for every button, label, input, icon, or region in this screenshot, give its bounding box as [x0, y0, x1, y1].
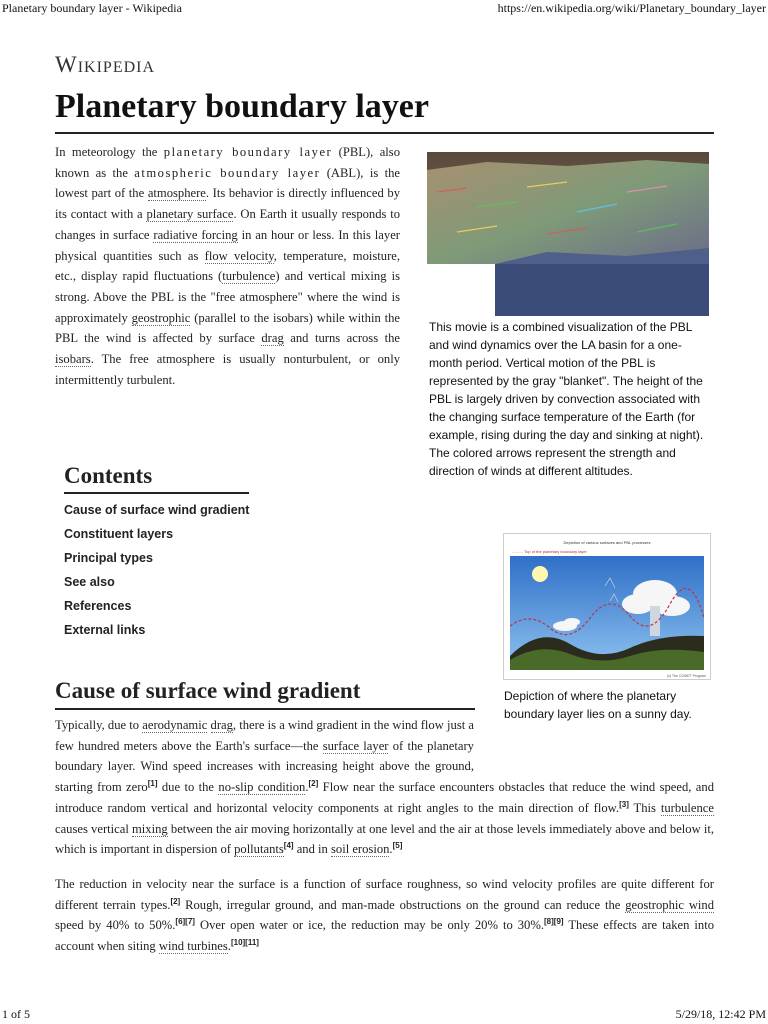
- section-heading-cause-of-surface-wind-gradient: Cause of surface wind gradient: [55, 678, 361, 703]
- link-flow-velocity[interactable]: flow velocity: [204, 248, 274, 263]
- table-of-contents: [64, 502, 249, 646]
- link-turbulence[interactable]: turbulence: [222, 269, 276, 284]
- link-surface-layer[interactable]: surface layer: [322, 738, 389, 753]
- print-timestamp: 5/29/18, 12:42 PM: [675, 1007, 766, 1021]
- pbl-diagram-legend: - - - - - Top of the planetary boundary layer: [512, 549, 587, 554]
- link-no-slip-condition[interactable]: no-slip condition: [218, 780, 306, 795]
- section1-paragraph1: Typically, due to aerodynamic drag, there is a wind gradient in the wind flow just a few hundred meters above the Earth's surface—the surface layer of the planetary boundary layer. Wind speed increases with increasing height above the ground, starting from zero[1] due to the no-slip condition.[2] Flow near the surface encounters obstacles that reduce the wind speed, and introduce random vertical and horizontal velocity components at right angles to the main direction of flow.[3] This turbulence causes vertical mixing between the air moving horizontally at one level and the air at those levels immediately above and below it, which is important in dispersion of pollutants[4] and in soil erosion.[5]: [55, 715, 714, 860]
- link-wind-turbines[interactable]: wind turbines: [158, 939, 228, 954]
- link-mixing[interactable]: mixing: [132, 821, 168, 836]
- link-aerodynamic[interactable]: aerodynamic: [142, 718, 208, 732]
- url-header: https://en.wikipedia.org/wiki/Planetary_boundary_layer: [497, 1, 766, 15]
- ref-2[interactable]: [2]: [308, 778, 319, 788]
- intro-paragraph: In meteorology the planetary boundary layer (PBL), also known as the atmospheric boundary layer (ABL), is the lowest part of the atmosphere. Its behavior is directly influenced by its contact with a planetary surface. On Earth it usually responds to changes in surface radiative forcing in an hour or less. In this layer physical quantities such as flow velocity, temperature, moisture, etc., display rapid fluctuations (turbulence) and vertical mixing is strong. Above the PBL is the "free atmosphere" where the wind is approximately geostrophic (parallel to the isobars) while within the PBL the wind is affected by surface drag and turns across the isobars. The free atmosphere is usually nonturbulent, or only intermittently turbulent.: [55, 145, 401, 387]
- link-pollutants[interactable]: pollutants: [234, 842, 284, 857]
- link-geostrophic-wind[interactable]: geostrophic wind: [625, 897, 715, 912]
- ref-5[interactable]: [5]: [392, 841, 403, 851]
- page-title-header: Planetary boundary layer - Wikipedia: [2, 1, 182, 15]
- link-soil-erosion[interactable]: soil erosion: [331, 842, 390, 857]
- toc-item-constituent-layers[interactable]: Constituent layers: [64, 527, 174, 541]
- section1-paragraph2: The reduction in velocity near the surface is a function of surface roughness, so wind velocity profiles are quite different for different terrain types.[2] Rough, irregular ground, and man-made obstructions on the ground can reduce the geostrophic wind speed by 40% to 50%.[6][7] Over open water or ice, the reduction may be only 20% to 30%.[8][9] These effects are taken into account when siting wind turbines.[10][11]: [55, 877, 715, 954]
- article-title: Planetary boundary layer: [55, 88, 429, 125]
- link-isobars[interactable]: isobars: [55, 352, 91, 367]
- ref-8-9[interactable]: [8][9]: [544, 917, 564, 927]
- ref-10-11[interactable]: [10][11]: [230, 937, 259, 947]
- figure1-caption: This movie is a combined visualization of the PBL and wind dynamics over the LA basin for a one-month period. Vertical motion of the PBL is represented by the gray "blanket". The height of the PBL is largely driven by convection associated with the changing surface temperature of the Earth (for example, rising during the day and sinking at night). The colored arrows represent the strength and direction of winds at different altitudes.: [429, 320, 704, 478]
- ref-2b[interactable]: [2]: [170, 896, 181, 906]
- la-basin-visualization-image: [427, 152, 709, 316]
- toc-item-cause-of-surface-wind-gradient[interactable]: Cause of surface wind gradient: [64, 503, 250, 517]
- toc-item-external-links[interactable]: External links: [64, 623, 146, 637]
- ref-3[interactable]: [3]: [619, 799, 629, 809]
- float-spacer: [474, 715, 714, 757]
- contents-title: Contents: [64, 463, 153, 488]
- wikipedia-wordmark: Wikipedia: [55, 52, 156, 77]
- pbl-diagram-title: Depiction of various surfaces and PBL processes: [563, 540, 651, 545]
- section-underline: [55, 708, 475, 710]
- link-radiative-forcing[interactable]: radiative forcing: [153, 227, 238, 242]
- wikipedia-logo[interactable]: [55, 52, 155, 78]
- toc-item-see-also[interactable]: See also: [64, 575, 115, 589]
- link-geostrophic[interactable]: geostrophic: [131, 310, 191, 325]
- link-turbulence-2[interactable]: turbulence: [660, 800, 714, 815]
- toc-item-principal-types[interactable]: Principal types: [64, 551, 153, 565]
- ref-4[interactable]: [4]: [283, 841, 294, 851]
- page-number: 1 of 5: [2, 1007, 30, 1021]
- title-underline: [55, 132, 714, 134]
- ref-1[interactable]: [1]: [147, 778, 158, 788]
- link-planetary-surface[interactable]: planetary surface: [146, 207, 234, 222]
- link-drag[interactable]: drag: [261, 331, 284, 346]
- pbl-diagram-frame: [503, 533, 711, 680]
- link-atmosphere[interactable]: atmosphere: [147, 186, 206, 201]
- pbl-diagram-image: [510, 556, 704, 670]
- link-drag-2[interactable]: drag: [210, 718, 233, 732]
- toc-item-references[interactable]: References: [64, 599, 132, 613]
- ref-6-7[interactable]: [6][7]: [175, 917, 195, 927]
- contents-underline: [64, 492, 249, 494]
- figure2-caption: Depiction of where the planetary boundary layer lies on a sunny day.: [504, 689, 692, 721]
- pbl-diagram-credit: (c) The COMET Program: [667, 674, 706, 678]
